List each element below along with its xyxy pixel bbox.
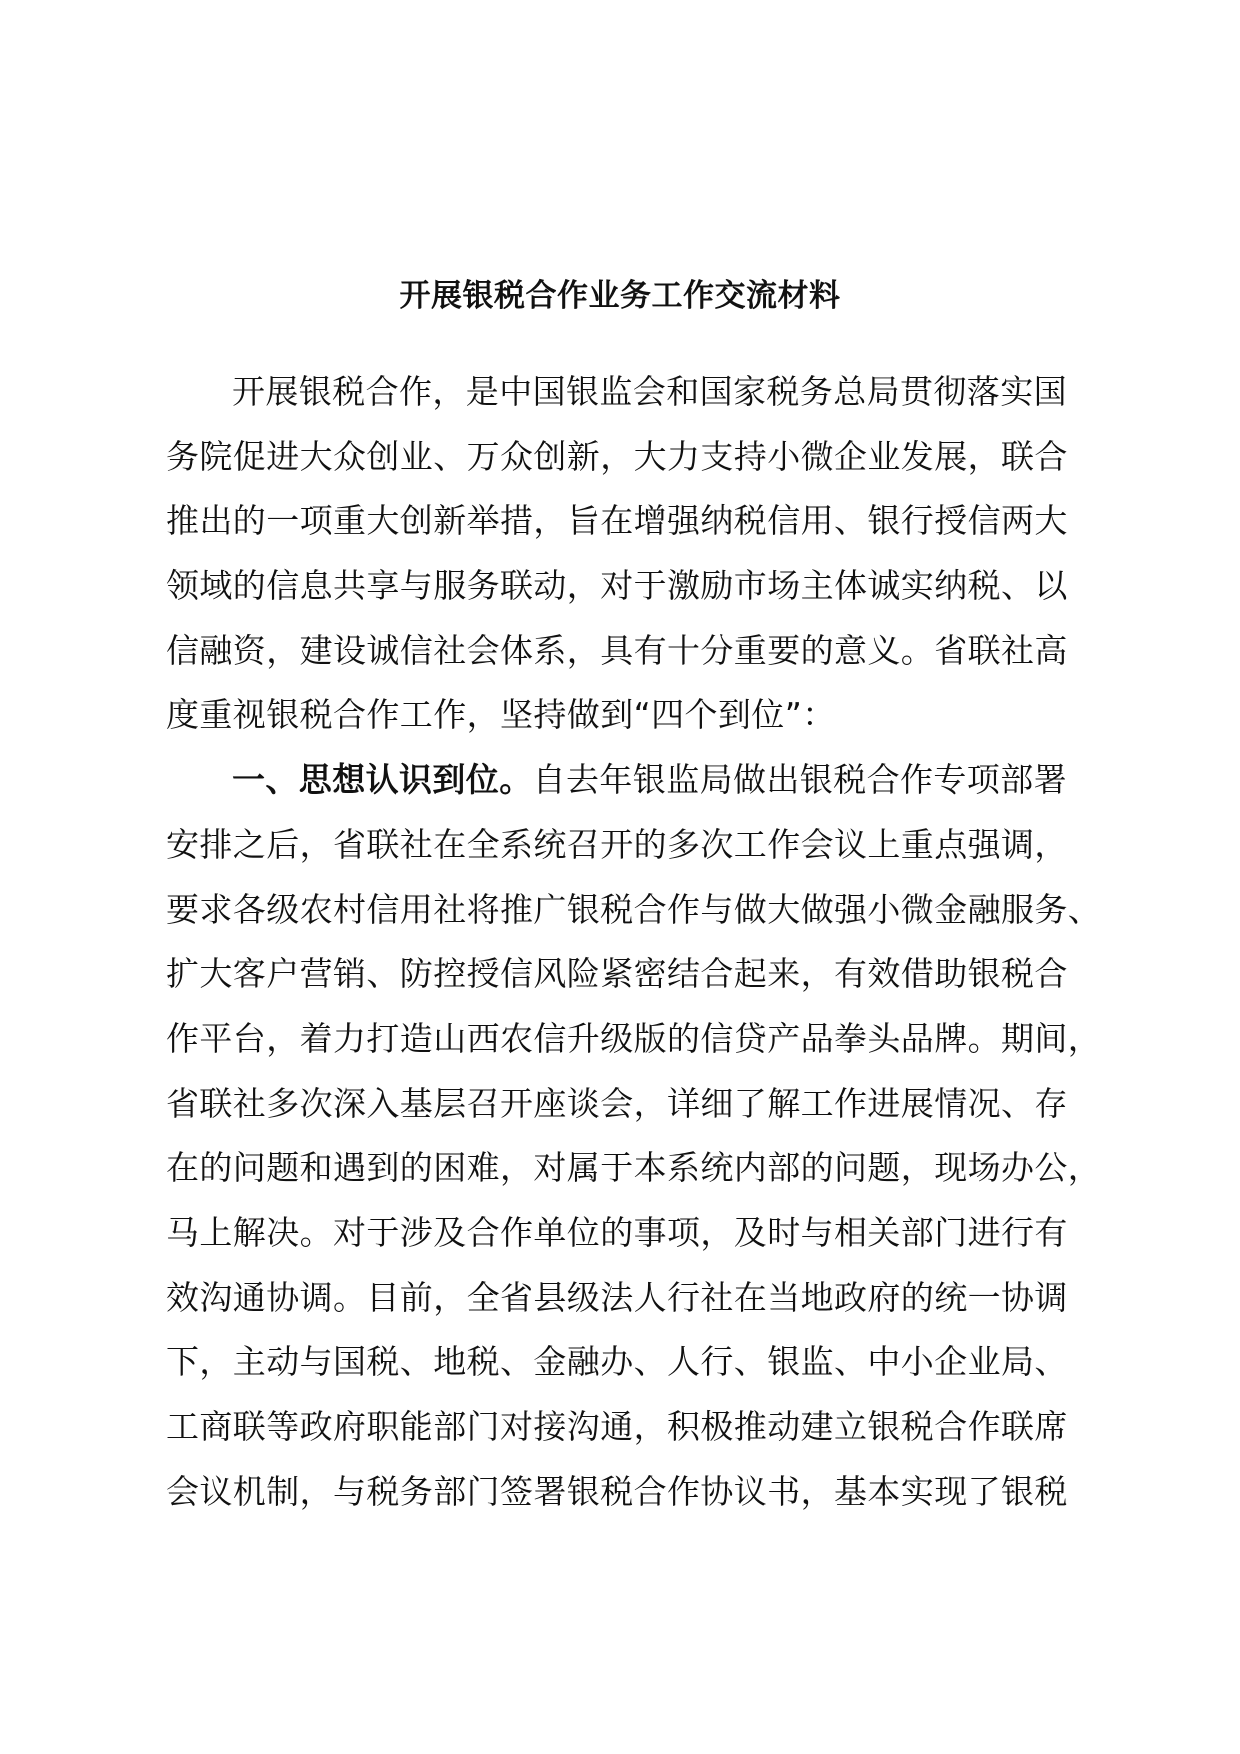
paragraph-line: 务院促进大众创业、万众创新，大力支持小微企业发展，联合 <box>166 436 1068 476</box>
paragraph-line: 开展银税合作，是中国银监会和国家税务总局贯彻落实国 <box>232 372 1067 411</box>
paragraph-line: 马上解决。对于涉及合作单位的事项，及时与相关部门进行有 <box>166 1212 1068 1252</box>
paragraph-line: 信融资，建设诚信社会体系，具有十分重要的意义。省联社高 <box>166 630 1068 670</box>
paragraph-line: 推出的一项重大创新举措，旨在增强纳税信用、银行授信两大 <box>166 501 1068 541</box>
paragraph-line: 安排之后，省联社在全系统召开的多次工作会议上重点强调， <box>166 824 1068 864</box>
paragraph-line: 会议机制，与税务部门签署银税合作协议书，基本实现了银税 <box>166 1471 1068 1511</box>
paragraph-text: 自去年银监局做出银税合作专项部署 <box>532 760 1068 800</box>
paragraph-line: 下，主动与国税、地税、金融办、人行、银监、中小企业局、 <box>166 1342 1068 1382</box>
paragraph-line: 扩大客户营销、防控授信风险紧密结合起来，有效借助银税合 <box>166 954 1068 994</box>
paragraph-line: 领域的信息共享与服务联动，对于激励市场主体诚实纳税、以 <box>166 566 1068 606</box>
paragraph-line <box>166 748 1086 813</box>
paragraph-line: 度重视银税合作工作，坚持做到“四个到位”： <box>166 695 836 735</box>
document-body <box>166 360 1102 1524</box>
document-title: 开展银税合作业务工作交流材料 <box>399 278 841 314</box>
paragraph-line: 效沟通协调。目前，全省县级法人行社在当地政府的统一协调 <box>166 1277 1068 1317</box>
section-heading: 一、思想认识到位。 <box>232 760 533 800</box>
paragraph-line: 在的问题和遇到的困难，对属于本系统内部的问题，现场办公， <box>166 1148 1102 1188</box>
paragraph-line: 工商联等政府职能部门对接沟通，积极推动建立银税合作联席 <box>166 1407 1068 1446</box>
paragraph-line: 省联社多次深入基层召开座谈会，详细了解工作进展情况、存 <box>166 1083 1068 1123</box>
paragraph-line: 作平台，着力打造山西农信升级版的信贷产品拳头品牌。期间， <box>166 1018 1102 1058</box>
paragraph-line: 要求各级农村信用社将推广银税合作与做大做强小微金融服务、 <box>166 889 1102 929</box>
